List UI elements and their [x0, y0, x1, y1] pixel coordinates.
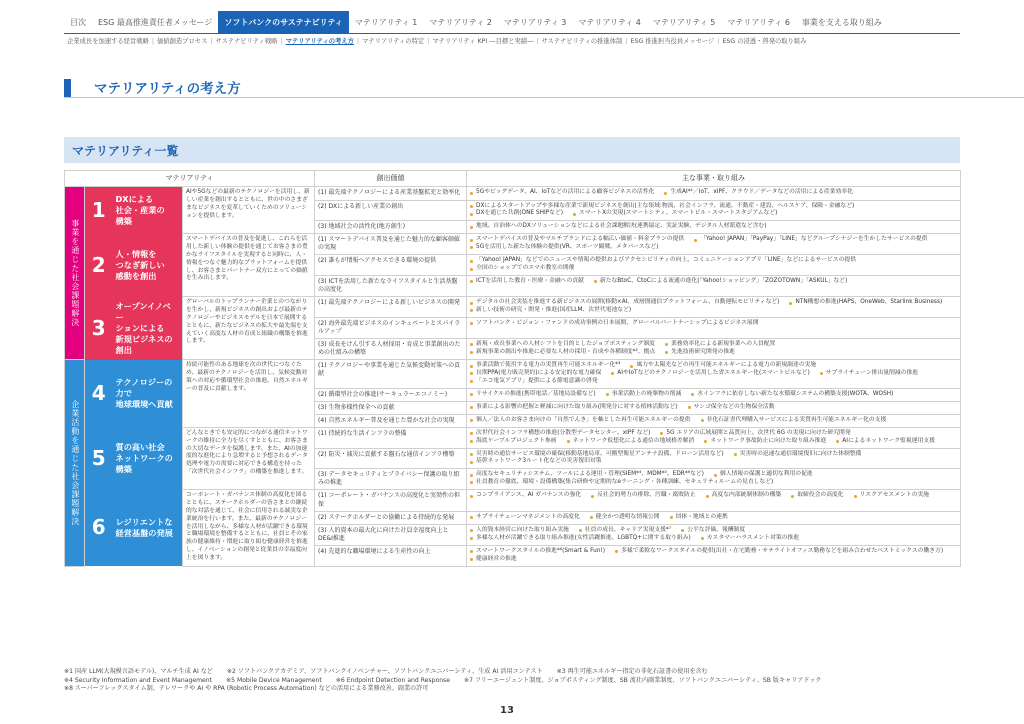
- materiality-description: コーポレート・ガバナンス体制の高度化を図るとともに、ステークホルダーの皆さまとの継続的な対話を通じて、社会に信用される誠実な企業統治を行います。また、最新のテクノロジーを活用しながら、多様な人材が活躍できる環境と職場環境を整備するとともに、社員とその家族の健康維持・増進に取り組む健康経営を推進し、イノベーションの創発と従業員の幸福度向上を図ります。: [183, 490, 315, 566]
- initiative-item: 5Gを活用した新たな体験の提供(VR、スポーツ観戦、メタバースなど): [470, 244, 658, 252]
- initiatives-cell: [467, 524, 961, 545]
- initiative-item: デジタルの社会実装を推進する新ビジネスの展開(移動×AI、成層圏通信プラットフォーム、自動運転モビリティなど): [470, 299, 779, 307]
- materiality-name-line: 新規ビジネスの: [115, 333, 173, 344]
- topnav-item[interactable]: マテリアリティ 2: [429, 17, 492, 27]
- footnote-row: [64, 677, 964, 686]
- initiative-item: 災害時の迅速な通信環境復旧に向けた体制整備: [734, 451, 862, 459]
- footnote: ※8 スーパーフレックスタイム制、テレワークや AI や RPA (Robotic Process Automation) などの活用による業務改善、副業の許可: [64, 685, 429, 693]
- materiality-number: 1: [85, 187, 113, 234]
- initiative-item: 長期PPA(電力販売契約)による安定的な電力確保: [470, 370, 601, 378]
- initiative-item: NTN構想の推進(HAPS、OneWeb、Starlink Business): [789, 299, 942, 307]
- created-value: (1) コーポレート・ガバナンスの高度化と実効性の担保: [315, 490, 467, 511]
- materiality-description: スマートデバイスの普及を促進し、これらを活用した新しい体験の提供を通じてお客さまの豊かなライフスタイルを実現すると同時に、人・情報をつなぐ魅力的なプラットフォームを提供し、お客さまとパートナー双方にとっての価値を生み出します。: [183, 234, 315, 297]
- initiatives-cell: [467, 187, 961, 200]
- materiality-description: 持続可能性のある地球を次の世代につなぐため、最新のテクノロジーを活用し、気候変動対策への対応や循環型社会の推進、自然エネルギーの普及に貢献します。: [183, 360, 315, 428]
- initiative-item: DXを通じた共創(ONE SHIPなど): [470, 210, 563, 218]
- group-label-cell: [65, 187, 85, 360]
- table-row: [65, 187, 961, 200]
- created-value: (2) 誰もが情報へアクセスできる環境の提供: [315, 255, 467, 276]
- materiality-name-line: 社会・産業の: [115, 205, 165, 216]
- created-value: (1) 最先端テクノロジーによる新しいビジネスの開発: [315, 297, 467, 318]
- materiality-name: [113, 234, 183, 297]
- materiality-name-line: 経営基盤の発展: [115, 527, 173, 538]
- initiatives-list: [470, 492, 957, 500]
- subnav-separator: |: [210, 38, 213, 45]
- initiatives-cell: [467, 511, 961, 524]
- section-header: [64, 137, 960, 163]
- materiality-name: [113, 187, 183, 234]
- initiatives-cell: [467, 401, 961, 414]
- footnote: ※1 国産 LLM(大規模言語モデル)、マルチ生成 AI など: [64, 668, 213, 675]
- initiative-item: 事業活動で使用する電力の実質再生可能エネルギー化*³: [470, 362, 620, 370]
- initiatives-cell: [467, 545, 961, 566]
- initiative-item: 水インフラに依存しない新たな水循環システムの構築支援(WOTA、WOSH): [691, 391, 893, 399]
- created-value: (3) 生物多様性保全への貢献: [315, 401, 467, 414]
- initiatives-cell: [467, 414, 961, 427]
- initiative-item: 5G エリアの広域展開と品質向上、次世代 6G の実現に向けた研究開発: [660, 430, 850, 438]
- subnav-item[interactable]: 企業成長を加速する経営戦略: [67, 38, 149, 45]
- created-value: (3) 地域社会の活性化(地方創生): [315, 221, 467, 234]
- subnav-separator: |: [151, 38, 154, 45]
- footnote: ※4 Security Information and Event Management: [64, 676, 213, 684]
- materiality-description: グローバルのトップランナー企業とのつながりを生かし、新規ビジネスの創出および最新のテクノロジーやビジネスモデルを日本で展開するとともに、新たなビジネスの拡大や最先端を支えていく高度な人材の育成と組織の構築を推進します。: [183, 297, 315, 360]
- materiality-name-line: ネットワークの構築: [115, 453, 173, 475]
- title-accent-bar: [64, 79, 71, 97]
- initiative-item: サプライチェーン排出量削減の推進: [820, 370, 918, 378]
- title-underline: [64, 97, 1024, 98]
- created-value: (4) 先進的な職場環境による生産性の向上: [315, 545, 467, 566]
- header-created-value: 創出価値: [315, 171, 467, 187]
- initiative-item: 多様で柔軟なワークスタイルの提供(出社・在宅勤務・サテライトオフィス勤務などを組み合わせたベストミックスの働き方): [615, 548, 943, 556]
- subnav-item[interactable]: マテリアリティの特定: [362, 38, 425, 45]
- footnote: ※2 ソフトバンクアカデミア、ソフトバンクイノベンチャー、ソフトバンクユニバーシティ、生成 AI 活用コンテスト: [226, 668, 543, 675]
- initiative-item: スマートデバイスの普及やマルチブランドによる幅広い価値・料金プランの提供: [470, 236, 684, 244]
- created-value: (3) 人的資本の最大化に向けた社員幸福度向上とDE&I推進: [315, 524, 467, 545]
- materiality-name-line: オープンイノベー: [115, 300, 171, 322]
- subnav-separator: |: [356, 38, 360, 45]
- initiative-item: 非化石証書代理購入サービスによる実質再生可能エネルギー化の支援: [701, 417, 887, 425]
- initiative-item: リサイクルの推進(携帯電話／基地局設備など): [470, 391, 596, 399]
- subnav-item[interactable]: マテリアリティの考え方: [285, 38, 354, 45]
- group-label-cell: [65, 360, 85, 566]
- initiative-item: 次世代社会インフラ構想の推進(分散型データセンター、xIPF など): [470, 430, 650, 438]
- initiative-item: 先進技術研究開発の推進: [665, 349, 735, 357]
- topnav-item[interactable]: ESG 最高推進責任者メッセージ: [98, 17, 213, 27]
- created-value: (2) 防災・減災に貢献する盤石な通信インフラ構築: [315, 448, 467, 469]
- initiatives-list: [470, 514, 957, 522]
- initiative-item: 社員の成長、キャリア実現支援*⁷: [579, 527, 671, 535]
- created-value: (1) 持続的な生活インフラの整備: [315, 427, 467, 448]
- initiatives-list: [470, 362, 957, 385]
- initiative-item: コンプライアンス、AI ガバナンスの強化: [470, 492, 581, 500]
- group-label: 事業を通じた社会課題解決: [70, 219, 80, 328]
- materiality-name-line: 質の高い社会: [115, 442, 165, 453]
- materiality-name-line: DXによる: [115, 194, 154, 204]
- initiatives-cell: [467, 255, 961, 276]
- initiative-item: 災害時の通信サービス環境の確保(移動基地局車、可搬型衛星アンテナ設備、ドローン活用など): [470, 451, 724, 459]
- table-header-row: [65, 171, 961, 187]
- initiatives-list: [470, 391, 957, 399]
- page-title-row: [64, 76, 1024, 98]
- initiative-item: 「Yahoo! JAPAN」「PayPay」「LINE」などグループシナジーを生かしたサービスの提供: [694, 236, 927, 244]
- initiatives-cell: [467, 469, 961, 490]
- initiative-item: 社員教育の徹底、環境・設備構築(集合研修や定期的なeラーニング・各種訓練、セキュリティルームの見直しなど): [470, 479, 773, 487]
- initiative-item: ネットワーク仮想化による通信の地域格差解消: [567, 438, 695, 446]
- initiatives-list: [470, 430, 957, 446]
- materiality-name-line: 地球環境へ貢献: [115, 399, 173, 410]
- materiality-name: [113, 490, 183, 566]
- subnav-separator: |: [427, 38, 430, 45]
- footnote: ※7 フリーエージェント制度、ジョブポスティング制度、SB 流社内副業制度、ソフトバンクユニバーシティ、SB 版キャリアドック: [463, 676, 822, 684]
- initiative-item: 事業活動上の廃棄物の削減: [606, 391, 682, 399]
- initiatives-list: [470, 320, 957, 328]
- subnav-separator: |: [280, 38, 283, 45]
- footnote-row: [64, 668, 964, 677]
- topnav-item[interactable]: マテリアリティ 1: [354, 17, 418, 27]
- initiative-item: 個人／法人のお客さま向けの「自然でんき」を軸とした再生可能エネルギーの提供: [470, 417, 691, 425]
- subnav-separator: |: [625, 38, 628, 45]
- initiative-item: 人的資本経営に向けた取り組み実施: [470, 527, 569, 535]
- materiality-number: 5: [85, 427, 113, 489]
- initiatives-list: [470, 404, 957, 412]
- initiative-item: 取締役会の高度化: [791, 492, 843, 500]
- initiatives-cell: [467, 388, 961, 401]
- topnav-item[interactable]: マテリアリティ 3: [503, 17, 567, 27]
- materiality-number: 2: [85, 234, 113, 297]
- initiative-item: 海底ケーブルプロジェクト参画: [470, 438, 557, 446]
- subnav-item[interactable]: ESG の浸透・啓発の取り組み: [722, 38, 807, 45]
- initiative-item: 全国のショップでのスマホ教室の開催: [470, 265, 575, 273]
- initiative-item: 5Gやビッグデータ、AI、IoTなどの活用による顧客ビジネスの活性化: [470, 189, 654, 197]
- initiative-item: 多様な人材が活躍できる取り組み推進(女性活躍推進、LGBTQ+に関する取り組み): [470, 535, 691, 543]
- materiality-name-line: 構築: [115, 216, 132, 227]
- created-value: (1) スマートデバイス普及を通じた魅力的な顧客価値の実現: [315, 234, 467, 255]
- materiality-number: 3: [85, 297, 113, 360]
- initiative-item: 「Yahoo! JAPAN」などでのニュースや情報の提供およびアクセシビリティの向上、コミュニケーションアプリ「LINE」などによるサービスの提供: [470, 257, 856, 265]
- initiative-item: AIによるネットワーク監視運用支援: [836, 438, 935, 446]
- materiality-name-line: ションによる: [115, 322, 165, 333]
- table-row: [65, 234, 961, 255]
- materiality-name-line: つなぎ新しい: [115, 259, 165, 270]
- initiative-item: 健全かつ透明な情報公開: [590, 514, 660, 522]
- initiatives-list: [470, 223, 957, 231]
- initiative-item: 事業による影響の把握と軽減に向けた取り組み(開発分に対する植林活動など): [470, 404, 678, 412]
- initiatives-list: [470, 299, 957, 315]
- initiative-item: 新規・成長事業への人材シフトを目的としたジョブポスティング制度: [470, 341, 655, 349]
- materiality-name-line: 力で: [115, 388, 132, 399]
- initiative-item: 高度なセキュリティシステム、ツールによる運用・管理(SIEM*⁴、MDM*⁵、EDR*⁶など): [470, 471, 704, 479]
- footnote: ※5 Mobile Device Management: [226, 676, 322, 684]
- initiatives-cell: [467, 427, 961, 448]
- initiatives-list: [470, 257, 957, 273]
- materiality-name: [113, 297, 183, 360]
- initiatives-list: [470, 417, 957, 425]
- topnav-item[interactable]: ソフトバンクのサステナビリティ: [218, 11, 348, 33]
- materiality-number: 6: [85, 490, 113, 566]
- topnav-item[interactable]: 事業を支える取り組み: [801, 17, 882, 27]
- materiality-description: AIや5Gなどの最新のテクノロジーを活用し、新しい産業を創出するとともに、世の中のさまざまなビジネスを変革していくためのソリューションを提供します。: [183, 187, 315, 234]
- subnav-item[interactable]: サステナビリティの推進体制: [541, 38, 623, 45]
- created-value: (3) 成長をけん引する人材採用・育成と事業創出のための仕組みの構築: [315, 339, 467, 360]
- initiatives-cell: [467, 490, 961, 511]
- materiality-name-line: 創出: [115, 344, 132, 355]
- initiatives-cell: [467, 276, 961, 297]
- subnav-separator: |: [536, 38, 539, 45]
- topnav-item[interactable]: 目次: [70, 17, 86, 27]
- materiality-name: [113, 427, 183, 489]
- topnav-item[interactable]: マテリアリティ 4: [578, 17, 641, 27]
- initiatives-cell: [467, 297, 961, 318]
- section-title: マテリアリティ一覧: [72, 144, 179, 158]
- top-navigation: [64, 11, 960, 33]
- materiality-description: どんなときでも安定的につながる通信ネットワークの維持に全力を尽くすとともに、お客さまの大切なデータを保護します。また、AIの加速度的な進化により急増すると予想されるデータ処理や電力の需要に対応できる構造を持った「次世代社会インフラ」の構築を推進します。: [183, 427, 315, 489]
- footnote-row: [64, 685, 964, 694]
- created-value: (3) ICTを活用した新たなライフスタイルと生活基盤の高度化: [315, 276, 467, 297]
- table-body: [65, 187, 961, 566]
- initiatives-cell: [467, 360, 961, 388]
- initiatives-list: [470, 451, 957, 467]
- materiality-name: [113, 360, 183, 428]
- initiative-item: 風力や太陽光などの再生可能エネルギーによる電力の新規調達の実施: [630, 362, 816, 370]
- initiatives-list: [470, 471, 957, 487]
- initiative-item: 個人情報の保護と適切な利用の促進: [714, 471, 813, 479]
- table-row: [65, 490, 961, 511]
- initiatives-cell: [467, 317, 961, 338]
- initiative-item: ICTを活用した教育・医療・金融への貢献: [470, 278, 584, 286]
- initiative-item: 反社会的勢力の排除、汚職・腐敗防止: [591, 492, 696, 500]
- page-title: マテリアリティの考え方: [94, 81, 241, 97]
- initiative-item: 健康経営の推進: [470, 556, 517, 564]
- initiative-item: 業務効率化による新規事業への人員配置: [665, 341, 775, 349]
- initiative-item: スマートXの実現(スマートシティ、スマートビル・スマートスタジアムなど): [573, 210, 777, 218]
- materiality-name-line: レジリエントな: [115, 516, 173, 527]
- initiatives-list: [470, 236, 957, 252]
- created-value: (4) 自然エネルギー普及を通じた豊かな社会の実現: [315, 414, 467, 427]
- subnav-item[interactable]: 価値創造プロセス: [156, 38, 208, 45]
- group-label: 企業活動を通じた社会課題解決: [70, 399, 80, 526]
- initiatives-list: [470, 203, 957, 219]
- sub-navigation: [64, 37, 960, 47]
- topnav-item[interactable]: マテリアリティ 5: [652, 17, 716, 27]
- initiative-item: ネットワーク事故防止に向けた取り組み推進: [704, 438, 826, 446]
- initiatives-list: [470, 278, 957, 286]
- materiality-name-line: 感動を創出: [115, 270, 157, 281]
- initiative-item: 新しい技術の研究・開発・推進(国産LLM、次世代電池など): [470, 307, 631, 315]
- initiatives-list: [470, 548, 957, 564]
- initiatives-cell: [467, 448, 961, 469]
- initiatives-list: [470, 189, 957, 197]
- initiative-item: 団体・地域との連携: [670, 514, 728, 522]
- subnav-item[interactable]: マテリアリティ KPI ―目標と実績―: [432, 38, 534, 45]
- top-navigation-divider: [64, 33, 960, 34]
- created-value: (2) 海外最先端ビジネスのインキュベートとスパイラルアップ: [315, 317, 467, 338]
- initiative-item: 公平な評価、報酬制度: [681, 527, 745, 535]
- initiative-item: リスクアセスメントの実施: [854, 492, 929, 500]
- initiative-item: カスタマーハラスメント対策の推進: [701, 535, 799, 543]
- initiative-item: 新規事業の創出や推進に必要な人材の採用・育成や各種制度*²、拠点: [470, 349, 655, 357]
- initiative-item: サプライチェーンマネジメントの高度化: [470, 514, 580, 522]
- initiatives-list: [470, 341, 957, 357]
- materiality-table: [64, 170, 961, 567]
- topnav-item[interactable]: マテリアリティ 6: [727, 17, 790, 27]
- initiative-item: 新たなBtoC、CtoCによる流通の進化(「Yahoo!ショッピング」「ZOZOTOWN」「ASKUL」など): [594, 278, 847, 286]
- footnotes: [64, 668, 964, 694]
- initiative-item: DXによるスタートアップや多様な産業で新規ビジネスを創出(主な領域:物流、社会インフラ、流通、不動産・建設、ヘルスケア、保険・金融など): [470, 203, 854, 211]
- table-row: [65, 360, 961, 388]
- initiatives-cell: [467, 200, 961, 221]
- initiatives-list: [470, 527, 957, 543]
- subnav-item[interactable]: サステナビリティ戦略: [215, 38, 278, 45]
- table-row: [65, 427, 961, 448]
- initiative-item: 生成AI*¹／IoT、xIPF、クラウド／データなどの活用による産業効率化: [664, 189, 852, 197]
- created-value: (2) DXによる新しい産業の創出: [315, 200, 467, 221]
- page-number: 13: [500, 705, 514, 716]
- initiative-item: 地域、自治体へのDXソリューションなどによる社会課題解決(連携協定、実証実験、デジタル人材派遣など含む): [470, 223, 766, 231]
- initiatives-cell: [467, 221, 961, 234]
- footnote: ※6 Endpoint Detection and Response: [335, 676, 450, 684]
- subnav-separator: |: [717, 38, 720, 45]
- initiative-item: 基幹ネットワーク3ルート化などの災害復旧対策: [470, 458, 601, 466]
- initiatives-cell: [467, 339, 961, 360]
- header-materiality: マテリアリティ: [65, 171, 315, 187]
- materiality-name-line: 人・情報を: [115, 248, 157, 259]
- initiatives-cell: [467, 234, 961, 255]
- initiative-item: 「エコ電気アプリ」提供による節電意識の啓発: [470, 378, 598, 386]
- table-row: [65, 297, 961, 318]
- initiative-item: サンゴ保全などの生物保全活動: [688, 404, 775, 412]
- created-value: (2) 循環型社会の推進(サーキュラーエコノミー): [315, 388, 467, 401]
- materiality-name-line: テクノロジーの: [115, 377, 173, 388]
- initiative-item: 高度な内部統制体制の構築: [706, 492, 782, 500]
- initiative-item: ソフトバンク・ビジョン・ファンドの成功事例の日本展開、グローバルパートナーシップによるビジネス展開: [470, 320, 758, 328]
- created-value: (1) 最先端テクノロジーによる産業基盤拡充と効率化: [315, 187, 467, 200]
- initiative-item: AIやIoTなどのテクノロジーを活用した省エネルギー化(スマートビルなど): [611, 370, 809, 378]
- header-initiatives: 主な事業・取り組み: [467, 171, 961, 187]
- footnote: ※3 再生可能エネルギー指定の非化石証書の使用を含む: [556, 668, 708, 675]
- materiality-number: 4: [85, 360, 113, 428]
- created-value: (1) テクノロジーや事業を通じた気候変動対策への貢献: [315, 360, 467, 388]
- created-value: (2) ステークホルダーとの協働による持続的な発展: [315, 511, 467, 524]
- initiative-item: スマートワークスタイルの推進*⁸(Smart & Fun!): [470, 548, 605, 556]
- subnav-item[interactable]: ESG 推進担当役員メッセージ: [630, 38, 715, 45]
- created-value: (3) データセキュリティとプライバシー保護の取り組みの推進: [315, 469, 467, 490]
